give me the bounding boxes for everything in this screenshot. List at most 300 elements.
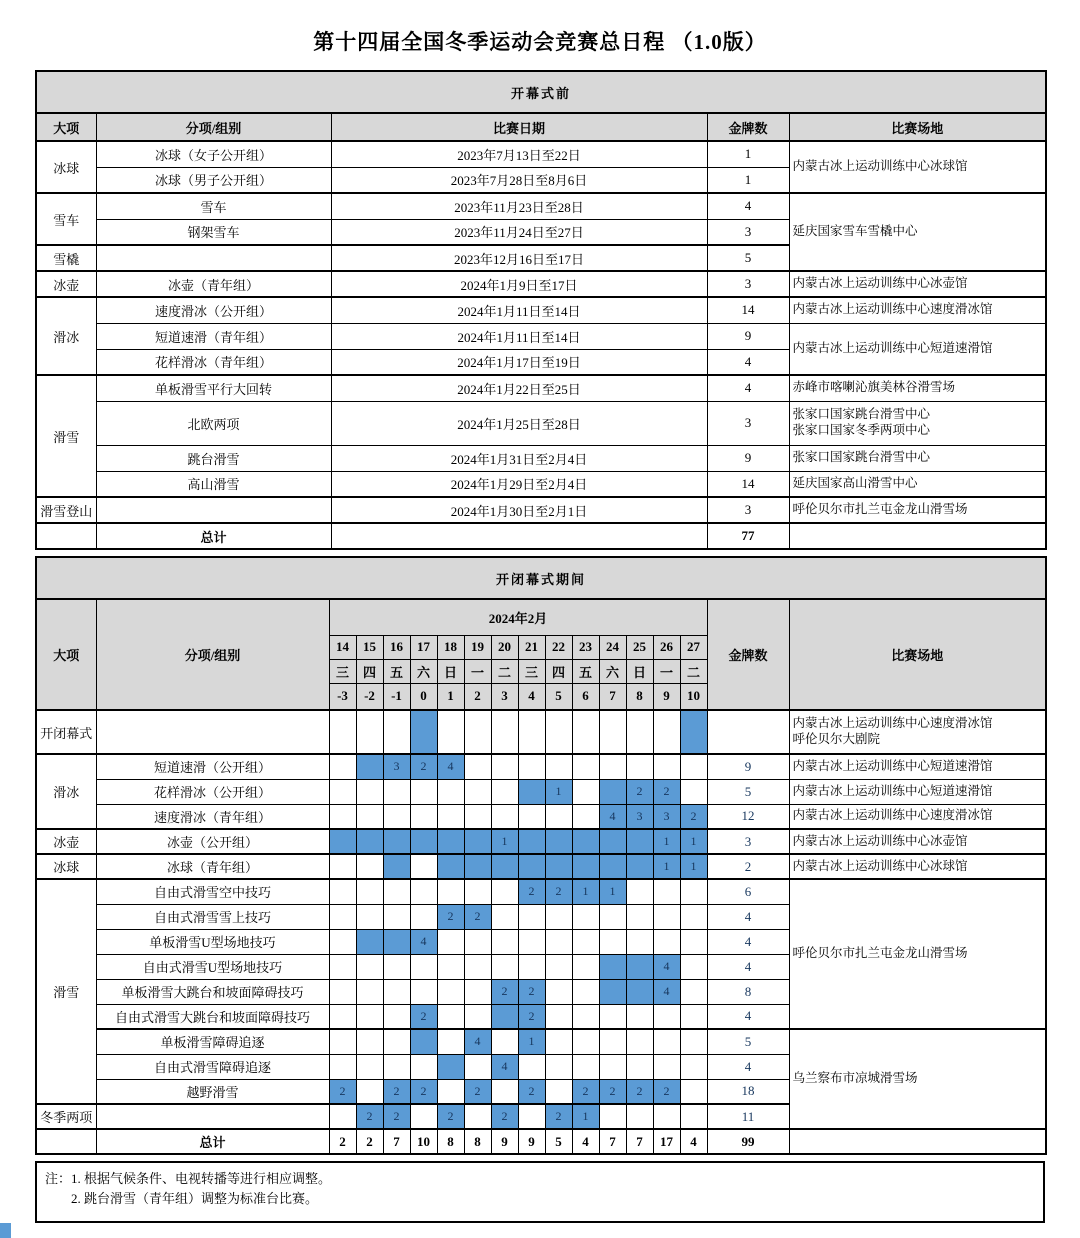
day-cell: 2 — [437, 1104, 464, 1129]
day-cell — [329, 1029, 356, 1054]
col-header-event: 分项/组别 — [96, 113, 331, 141]
day-cell: 1 — [680, 829, 707, 854]
day-cell — [653, 1054, 680, 1079]
day-cell — [599, 754, 626, 779]
table-row — [36, 323, 1046, 349]
day-cell — [329, 979, 356, 1004]
day-cell — [464, 879, 491, 904]
day-cell — [356, 804, 383, 829]
day-cell: 1 — [653, 829, 680, 854]
gold-cell: 5 — [707, 779, 789, 804]
day-cell — [518, 804, 545, 829]
day-cell: 1 — [680, 854, 707, 879]
day-total-cell: 17 — [653, 1129, 680, 1154]
col-header-sport: 大项 — [36, 113, 96, 141]
table-row — [36, 523, 1046, 549]
event-cell: 自由式滑雪雪上技巧 — [96, 904, 329, 929]
day-cell: 2 — [464, 904, 491, 929]
day-cell — [356, 1079, 383, 1104]
day-cell: 2 — [491, 979, 518, 1004]
day-cell — [518, 929, 545, 954]
sport-cell: 滑雪登山 — [36, 497, 96, 523]
day-cell — [572, 854, 599, 879]
day-cell — [626, 1029, 653, 1054]
day-cell — [383, 804, 410, 829]
day-cell: 1 — [572, 1104, 599, 1129]
day-cell: 2 — [491, 1104, 518, 1129]
day-cell — [545, 1029, 572, 1054]
table-banner-row — [36, 557, 1046, 599]
sport-cell: 雪车 — [36, 193, 96, 245]
gold-cell: 9 — [707, 445, 789, 471]
day-cell — [518, 854, 545, 879]
schedule-table-pre-opening — [35, 70, 1047, 550]
table-row — [36, 401, 1046, 445]
day-cell — [464, 829, 491, 854]
venue-cell: 内蒙古冰上运动训练中心速度滑冰馆 — [789, 804, 1046, 829]
gold-cell: 18 — [707, 1079, 789, 1104]
gold-cell: 5 — [707, 245, 789, 271]
day-header-cell: 三 — [329, 659, 356, 683]
day-header-cell: 25 — [626, 635, 653, 659]
venue-cell: 内蒙古冰上运动训练中心冰壶馆 — [789, 829, 1046, 854]
day-total-cell: 2 — [356, 1129, 383, 1154]
day-cell — [653, 1029, 680, 1054]
day-cell — [437, 979, 464, 1004]
date-cell: 2024年1月25日至28日 — [331, 401, 707, 445]
day-total-cell: 5 — [545, 1129, 572, 1154]
event-cell: 高山滑雪 — [96, 471, 331, 497]
day-header-cell: 一 — [653, 659, 680, 683]
date-cell: 2023年11月23日至28日 — [331, 193, 707, 219]
event-cell: 花样滑冰（青年组） — [96, 349, 331, 375]
day-cell — [356, 854, 383, 879]
day-header-cell: 日 — [437, 659, 464, 683]
col-header-venue: 比赛场地 — [789, 599, 1046, 710]
day-cell — [545, 904, 572, 929]
date-cell: 2023年11月24日至27日 — [331, 219, 707, 245]
day-cell: 2 — [410, 754, 437, 779]
date-cell: 2023年12月16日至17日 — [331, 245, 707, 271]
day-cell — [680, 904, 707, 929]
gold-cell: 99 — [707, 1129, 789, 1154]
gold-cell: 9 — [707, 754, 789, 779]
day-cell — [491, 904, 518, 929]
day-cell — [545, 1004, 572, 1029]
day-cell — [356, 929, 383, 954]
day-cell: 2 — [518, 1079, 545, 1104]
event-cell: 冰球（青年组） — [96, 854, 329, 879]
scan-artifact — [0, 1223, 11, 1238]
day-cell — [518, 1104, 545, 1129]
day-cell — [599, 1054, 626, 1079]
event-cell: 单板滑雪平行大回转 — [96, 375, 331, 401]
day-cell — [329, 754, 356, 779]
day-header-cell: 四 — [356, 659, 383, 683]
day-cell — [356, 1029, 383, 1054]
day-cell — [464, 954, 491, 979]
gold-cell: 9 — [707, 323, 789, 349]
day-header-cell: 一 — [464, 659, 491, 683]
table-banner-row — [36, 71, 1046, 113]
day-cell — [410, 1054, 437, 1079]
day-cell — [572, 710, 599, 754]
day-cell — [680, 954, 707, 979]
day-header-cell: 23 — [572, 635, 599, 659]
gold-cell: 1 — [707, 167, 789, 193]
col-header-venue: 比赛场地 — [789, 113, 1046, 141]
day-cell: 2 — [572, 1079, 599, 1104]
table-row — [36, 754, 1046, 779]
day-cell — [545, 1079, 572, 1104]
day-cell — [518, 829, 545, 854]
table-row — [36, 710, 1046, 754]
sport-cell: 冬季两项 — [36, 1104, 96, 1129]
venue-cell: 内蒙古冰上运动训练中心速度滑冰馆 — [789, 297, 1046, 323]
gold-cell: 4 — [707, 904, 789, 929]
day-cell — [653, 1104, 680, 1129]
day-cell: 2 — [545, 1104, 572, 1129]
gold-cell: 3 — [707, 271, 789, 297]
day-cell — [626, 879, 653, 904]
table-row — [36, 779, 1046, 804]
sport-cell: 冰壶 — [36, 271, 96, 297]
table-row — [36, 804, 1046, 829]
day-cell: 3 — [383, 754, 410, 779]
day-cell — [572, 954, 599, 979]
venue-cell: 延庆国家高山滑雪中心 — [789, 471, 1046, 497]
day-header-cell: 9 — [653, 683, 680, 710]
venue-cell — [789, 1129, 1046, 1154]
day-cell — [464, 1104, 491, 1129]
day-header-cell: 17 — [410, 635, 437, 659]
day-cell — [518, 779, 545, 804]
day-cell — [383, 979, 410, 1004]
event-cell: 雪车 — [96, 193, 331, 219]
event-cell: 单板滑雪U型场地技巧 — [96, 929, 329, 954]
event-cell — [96, 245, 331, 271]
gold-cell: 12 — [707, 804, 789, 829]
day-total-cell: 4 — [680, 1129, 707, 1154]
day-header-cell: 4 — [518, 683, 545, 710]
date-cell: 2023年7月13日至22日 — [331, 141, 707, 167]
day-cell — [329, 804, 356, 829]
day-cell — [383, 879, 410, 904]
col-header-date: 比赛日期 — [331, 113, 707, 141]
day-cell — [383, 1029, 410, 1054]
day-cell — [545, 954, 572, 979]
venue-cell: 张家口国家跳台滑雪中心 — [789, 445, 1046, 471]
day-cell — [329, 1054, 356, 1079]
day-cell — [437, 710, 464, 754]
date-cell — [331, 523, 707, 549]
day-cell — [599, 1004, 626, 1029]
day-cell: 2 — [680, 804, 707, 829]
day-cell — [680, 1054, 707, 1079]
day-total-cell: 8 — [464, 1129, 491, 1154]
tables-container — [35, 70, 1045, 1223]
date-cell: 2024年1月17日至19日 — [331, 349, 707, 375]
day-header-cell: -2 — [356, 683, 383, 710]
event-cell — [96, 497, 331, 523]
day-cell — [437, 929, 464, 954]
gold-cell: 4 — [707, 954, 789, 979]
day-cell — [410, 1104, 437, 1129]
day-header-cell: 27 — [680, 635, 707, 659]
day-cell — [410, 829, 437, 854]
day-cell — [626, 904, 653, 929]
day-total-cell: 2 — [329, 1129, 356, 1154]
day-cell — [437, 779, 464, 804]
day-total-cell: 7 — [626, 1129, 653, 1154]
day-total-cell: 7 — [599, 1129, 626, 1154]
page-title: 第十四届全国冬季运动会竞赛总日程 （1.0版） — [313, 30, 767, 54]
day-cell — [572, 1054, 599, 1079]
table-row — [36, 497, 1046, 523]
table-row — [36, 471, 1046, 497]
day-cell — [626, 954, 653, 979]
day-cell — [356, 954, 383, 979]
day-cell: 2 — [518, 879, 545, 904]
day-cell — [464, 1054, 491, 1079]
day-cell — [410, 879, 437, 904]
footnote-box — [35, 1161, 1045, 1223]
day-cell — [410, 854, 437, 879]
day-cell: 4 — [599, 804, 626, 829]
gold-cell: 4 — [707, 929, 789, 954]
gold-cell: 5 — [707, 1029, 789, 1054]
sport-cell: 滑雪 — [36, 375, 96, 497]
day-header-cell: 2 — [464, 683, 491, 710]
day-cell — [572, 804, 599, 829]
day-cell — [437, 1054, 464, 1079]
gold-cell: 2 — [707, 854, 789, 879]
day-cell — [356, 779, 383, 804]
day-cell: 4 — [410, 929, 437, 954]
day-cell — [356, 829, 383, 854]
day-cell — [383, 1054, 410, 1079]
event-cell: 速度滑冰（公开组） — [96, 297, 331, 323]
day-cell: 1 — [518, 1029, 545, 1054]
sport-cell — [36, 523, 96, 549]
day-cell — [329, 854, 356, 879]
venue-cell: 内蒙古冰上运动训练中心短道速滑馆 — [789, 779, 1046, 804]
gold-cell: 4 — [707, 375, 789, 401]
table-row — [36, 271, 1046, 297]
day-cell: 3 — [626, 804, 653, 829]
day-cell — [464, 779, 491, 804]
day-cell — [356, 754, 383, 779]
day-cell — [437, 854, 464, 879]
day-cell — [491, 804, 518, 829]
day-cell — [383, 779, 410, 804]
day-cell — [599, 829, 626, 854]
event-cell: 钢架雪车 — [96, 219, 331, 245]
date-cell: 2024年1月22日至25日 — [331, 375, 707, 401]
day-total-cell: 10 — [410, 1129, 437, 1154]
day-header-cell: 日 — [626, 659, 653, 683]
day-cell: 2 — [464, 1079, 491, 1104]
day-header-cell: -1 — [383, 683, 410, 710]
event-cell — [96, 710, 329, 754]
day-header-cell: 3 — [491, 683, 518, 710]
day-header-cell: -3 — [329, 683, 356, 710]
day-header-cell: 7 — [599, 683, 626, 710]
col-header-sport: 大项 — [36, 599, 96, 710]
day-cell — [491, 854, 518, 879]
day-cell — [491, 1029, 518, 1054]
day-cell — [437, 804, 464, 829]
date-cell: 2024年1月31日至2月4日 — [331, 445, 707, 471]
day-cell — [491, 710, 518, 754]
day-cell: 1 — [653, 854, 680, 879]
day-cell — [410, 710, 437, 754]
day-cell — [545, 804, 572, 829]
table-row — [36, 445, 1046, 471]
day-cell — [680, 979, 707, 1004]
day-cell — [653, 879, 680, 904]
date-cell: 2024年1月29日至2月4日 — [331, 471, 707, 497]
day-cell — [410, 979, 437, 1004]
event-cell: 短道速滑（青年组） — [96, 323, 331, 349]
day-cell — [572, 1004, 599, 1029]
venue-cell: 乌兰察布市凉城滑雪场 — [789, 1029, 1046, 1129]
gold-cell: 77 — [707, 523, 789, 549]
event-cell: 自由式滑雪大跳台和坡面障碍技巧 — [96, 1004, 329, 1029]
day-cell — [464, 804, 491, 829]
day-cell — [356, 1054, 383, 1079]
day-cell — [572, 979, 599, 1004]
day-cell — [518, 710, 545, 754]
day-cell — [383, 904, 410, 929]
date-cell: 2024年1月11日至14日 — [331, 323, 707, 349]
day-header-cell: 五 — [572, 659, 599, 683]
day-cell — [599, 710, 626, 754]
day-cell — [545, 754, 572, 779]
event-cell: 自由式滑雪障碍追逐 — [96, 1054, 329, 1079]
gold-cell: 14 — [707, 297, 789, 323]
day-cell — [653, 710, 680, 754]
event-cell: 北欧两项 — [96, 401, 331, 445]
day-cell: 2 — [545, 879, 572, 904]
day-cell — [410, 1029, 437, 1054]
footnote-line: 2. 跳台滑雪（青年组）调整为标准台比赛。 — [71, 1191, 319, 1207]
event-cell: 总计 — [96, 523, 331, 549]
col-header-event: 分项/组别 — [96, 599, 329, 710]
day-cell — [329, 829, 356, 854]
table-header-row — [36, 113, 1046, 141]
gold-cell — [707, 710, 789, 754]
day-header-cell: 16 — [383, 635, 410, 659]
date-cell: 2023年7月28日至8月6日 — [331, 167, 707, 193]
day-cell — [572, 779, 599, 804]
day-cell — [437, 1029, 464, 1054]
event-cell: 冰壶（公开组） — [96, 829, 329, 854]
day-cell — [653, 1004, 680, 1029]
day-cell — [572, 1029, 599, 1054]
day-header-cell: 15 — [356, 635, 383, 659]
day-cell: 2 — [329, 1079, 356, 1104]
day-cell: 2 — [599, 1079, 626, 1104]
event-cell: 冰球（女子公开组） — [96, 141, 331, 167]
sport-cell: 雪橇 — [36, 245, 96, 271]
gold-cell: 3 — [707, 219, 789, 245]
day-cell: 2 — [518, 1004, 545, 1029]
day-header-cell: 六 — [410, 659, 437, 683]
day-cell: 3 — [653, 804, 680, 829]
day-cell: 2 — [626, 779, 653, 804]
day-header-cell: 19 — [464, 635, 491, 659]
sport-cell: 开闭幕式 — [36, 710, 96, 754]
day-header-cell: 8 — [626, 683, 653, 710]
event-cell: 单板滑雪障碍追逐 — [96, 1029, 329, 1054]
day-cell — [653, 754, 680, 779]
event-cell: 总计 — [96, 1129, 329, 1154]
sport-cell: 滑冰 — [36, 754, 96, 829]
sport-cell: 冰球 — [36, 854, 96, 879]
day-cell — [626, 710, 653, 754]
table-row — [36, 193, 1046, 219]
venue-cell: 呼伦贝尔市扎兰屯金龙山滑雪场 — [789, 879, 1046, 1029]
day-cell: 4 — [437, 754, 464, 779]
table-row — [36, 829, 1046, 854]
gold-cell: 1 — [707, 141, 789, 167]
day-cell — [653, 904, 680, 929]
day-cell — [545, 929, 572, 954]
event-cell: 花样滑冰（公开组） — [96, 779, 329, 804]
day-cell — [329, 904, 356, 929]
day-cell: 2 — [383, 1079, 410, 1104]
gold-cell: 8 — [707, 979, 789, 1004]
venue-cell: 内蒙古冰上运动训练中心冰球馆 — [789, 141, 1046, 193]
day-cell — [653, 929, 680, 954]
event-cell: 冰球（男子公开组） — [96, 167, 331, 193]
gold-cell: 4 — [707, 193, 789, 219]
day-cell: 2 — [653, 779, 680, 804]
table-row — [36, 1029, 1046, 1054]
day-cell — [491, 779, 518, 804]
footnote-line: 注：1. 根据气候条件、电视转播等进行相应调整。 — [45, 1171, 332, 1186]
table-row — [36, 141, 1046, 167]
day-cell: 2 — [437, 904, 464, 929]
day-cell — [437, 879, 464, 904]
day-cell: 2 — [518, 979, 545, 1004]
table-row — [36, 879, 1046, 904]
day-cell — [329, 1104, 356, 1129]
day-cell — [680, 710, 707, 754]
event-cell: 冰壶（青年组） — [96, 271, 331, 297]
gold-cell: 14 — [707, 471, 789, 497]
day-cell — [329, 879, 356, 904]
day-cell — [356, 979, 383, 1004]
day-cell: 4 — [464, 1029, 491, 1054]
table-row — [36, 375, 1046, 401]
gold-cell: 4 — [707, 1054, 789, 1079]
venue-cell: 内蒙古冰上运动训练中心冰球馆 — [789, 854, 1046, 879]
venue-cell: 延庆国家雪车雪橇中心 — [789, 193, 1046, 271]
event-cell: 自由式滑雪U型场地技巧 — [96, 954, 329, 979]
sport-cell: 滑雪 — [36, 879, 96, 1104]
sport-cell: 冰壶 — [36, 829, 96, 854]
event-cell: 越野滑雪 — [96, 1079, 329, 1104]
day-cell — [572, 904, 599, 929]
day-cell — [599, 1104, 626, 1129]
day-header-cell: 21 — [518, 635, 545, 659]
gold-cell: 3 — [707, 497, 789, 523]
day-cell — [329, 954, 356, 979]
day-cell — [545, 829, 572, 854]
day-cell — [518, 904, 545, 929]
